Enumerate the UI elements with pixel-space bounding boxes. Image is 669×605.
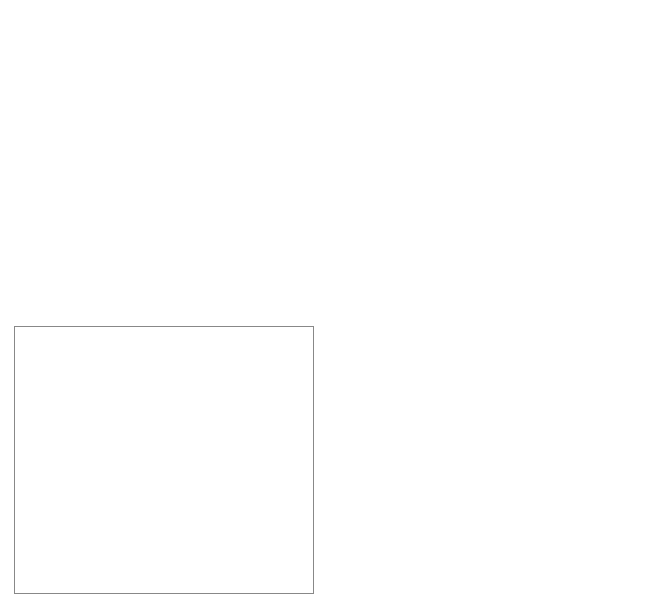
panel-d-sankey-dot	[330, 310, 666, 602]
panel-a-circos	[4, 4, 322, 304]
panel-c-kegg	[4, 310, 322, 602]
kegg-chart-box	[14, 326, 314, 594]
venn-diagram	[330, 14, 666, 299]
kegg-plot-area	[15, 327, 313, 593]
sankey-dotplot-area	[330, 320, 666, 602]
panel-b-venn	[330, 4, 666, 304]
circos-plot	[14, 10, 314, 302]
